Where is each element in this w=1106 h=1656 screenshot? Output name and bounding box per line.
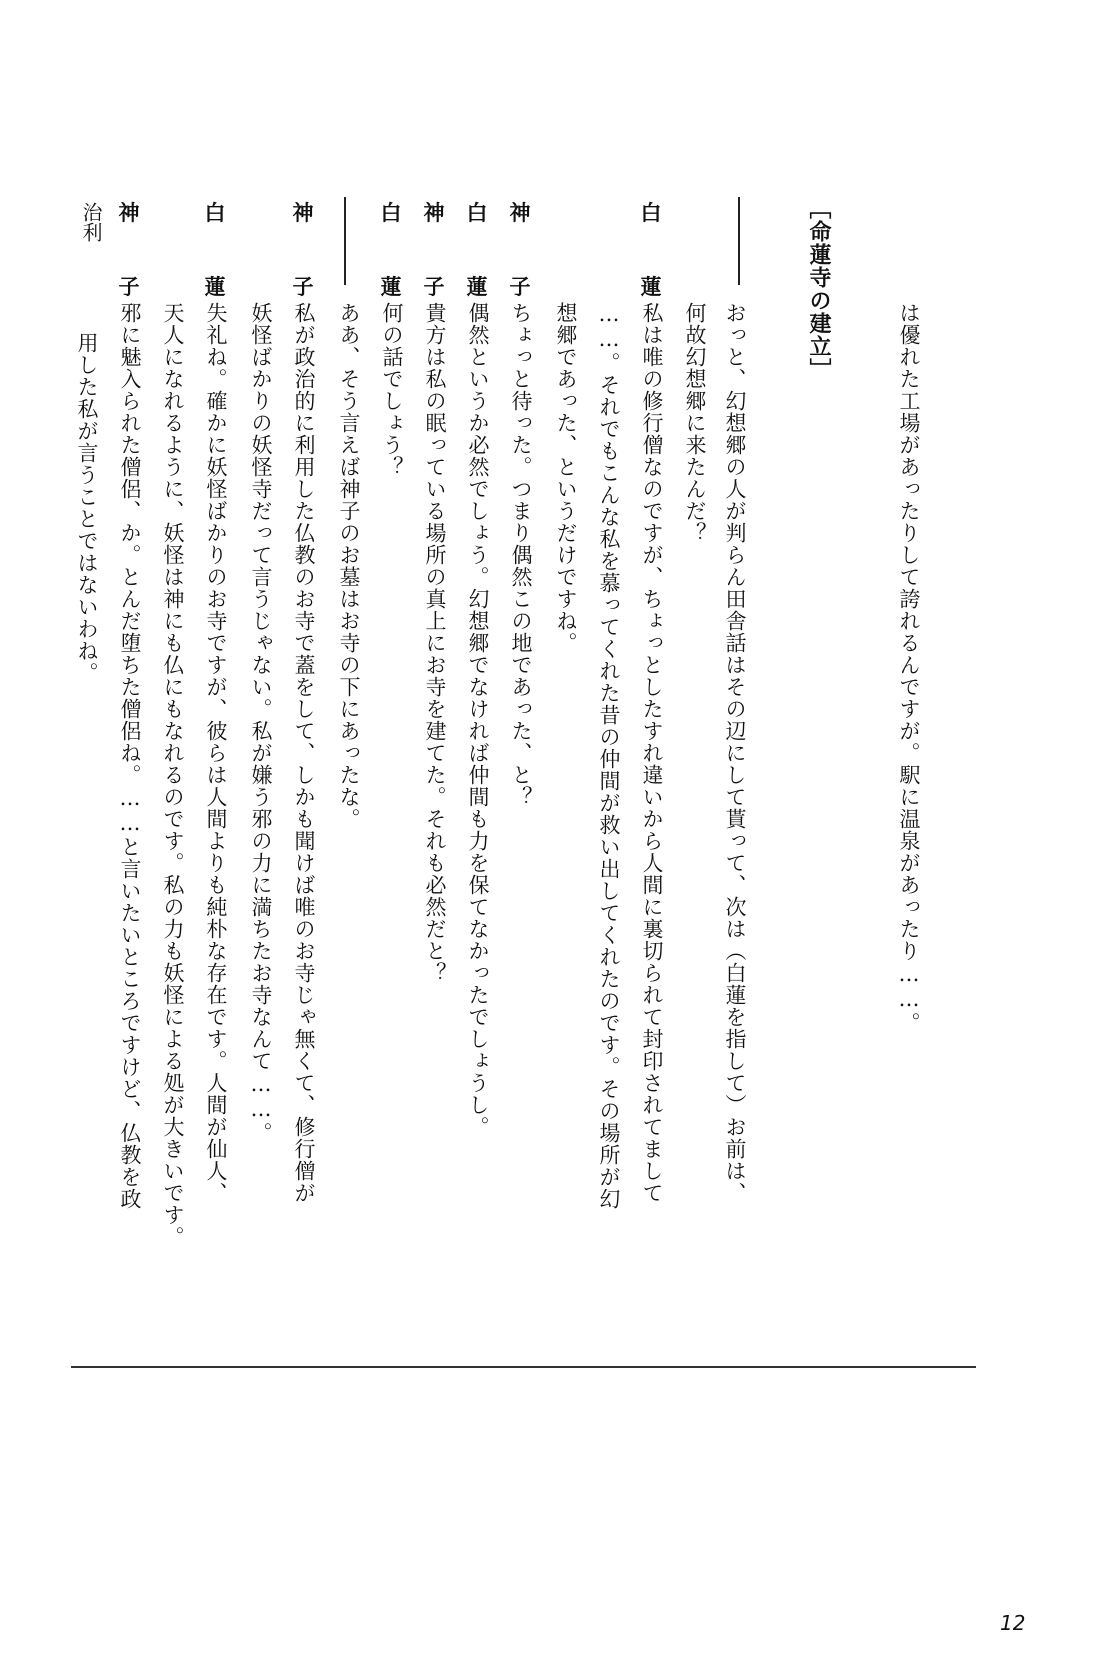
dialogue-line: 邪に魅入られた僧侶、か。とんだ堕ちた僧侶ね。……と言いたいところですけど、仏教を政 — [118, 302, 142, 1210]
vertical-rule-2 — [344, 197, 346, 285]
speaker-char: 白 — [466, 200, 488, 225]
dialogue-line: 偶然というか必然でしょう。幻想郷でなければ仲間も力を保てなかったでしょうし。 — [466, 302, 490, 1138]
horizontal-rule — [71, 1366, 976, 1368]
speaker-char: 子 — [292, 274, 314, 299]
page-number: 12 — [1000, 1611, 1026, 1635]
section-heading: ［命蓮寺の建立］ — [806, 197, 832, 381]
dialogue-line: 用した私が言うことではないわね。 — [75, 332, 99, 684]
speaker-char: 白 — [380, 200, 402, 225]
speaker-char: 神 — [118, 200, 140, 225]
speaker-char: 神 — [292, 200, 314, 225]
dialogue-line: 失礼ね。確かに妖怪ばかりのお寺ですが、彼らは人間よりも純朴な存在です。人間が仙人、 — [204, 302, 228, 1204]
vertical-rule-1 — [738, 197, 740, 285]
speaker-char: 蓮 — [640, 274, 662, 299]
dialogue-line: 私が政治的に利用した仏教のお寺で蓋をして、しかも聞けば唯のお寺じゃ無くて、修行僧が — [292, 302, 316, 1204]
speaker-char: 子 — [423, 274, 445, 299]
speaker-char: 蓮 — [380, 274, 402, 299]
speaker-char: 白 — [640, 200, 662, 225]
dialogue-line: 妖怪ばかりの妖怪寺だって言うじゃない。私が嫌う邪の力に満ちたお寺なんて……。 — [249, 302, 273, 1144]
side-note: 治利 — [79, 202, 103, 242]
speaker-char: 蓮 — [204, 274, 226, 299]
speaker-char: 神 — [509, 200, 531, 225]
dialogue-line: 想郷であった、というだけですね。 — [554, 302, 578, 654]
dialogue-line: 貴方は私の眠っている場所の真上にお寺を建てた。それも必然だと？ — [423, 302, 447, 984]
dialogue-line: おっと、幻想郷の人が判らん田舎話はその辺にして貰って、次は（白蓮を指して）お前は、 — [723, 302, 747, 1204]
speaker-char: 子 — [509, 274, 531, 299]
text-line-continuation: は優れた工場があったりして誇れるんですが。駅に温泉があったり……。 — [897, 302, 921, 1034]
dialogue-line: ああ、そう言えば神子のお墓はお寺の下にあったな。 — [337, 302, 361, 830]
dialogue-line: ちょっと待った。つまり偶然この地であった、と？ — [509, 302, 533, 808]
dialogue-line: 天人になれるように、妖怪は神にも仏にもなれるのです。私の力も妖怪による処が大きいです。 — [161, 302, 185, 1248]
dialogue-line: 何故幻想郷に来たんだ？ — [683, 302, 707, 544]
dialogue-line: 私は唯の修行僧なのですが、ちょっとしたすれ違いから人間に裏切られて封印されてまして — [640, 302, 664, 1204]
dialogue-line: ……。それでもこんな私を慕ってくれた昔の仲間が救い出してくれたのです。その場所が幻 — [597, 302, 621, 1210]
speaker-char: 神 — [423, 200, 445, 225]
dialogue-line: 何の話でしょう？ — [380, 302, 404, 478]
speaker-char: 子 — [118, 274, 140, 299]
speaker-char: 蓮 — [466, 274, 488, 299]
speaker-char: 白 — [204, 200, 226, 225]
